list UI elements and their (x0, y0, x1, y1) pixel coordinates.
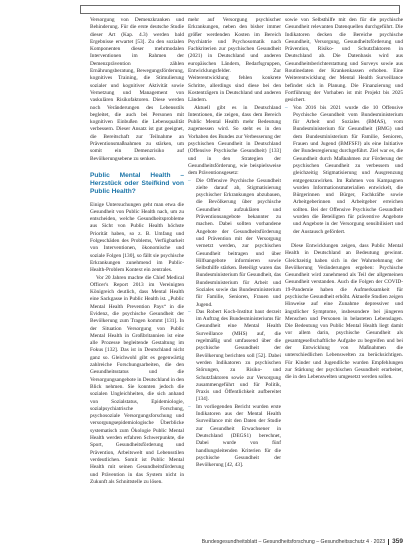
journal-title: Bundesgesundheitsblatt – Gesundheitsforschung – Gesundheitsschutz 4 · 2023 (201, 539, 386, 545)
bullet-icon: – (188, 403, 191, 410)
paragraph: Einige Untersuchungen geht man etwa die Gesundheit von Public Health nach, um zu entscheiden, welche Gesundheitsprobleme aus Sicht von Public Health höchste Priorität haben, so z. B. Umfang und Folgeschäden des Problems, Verfügbarkeit von Interventionen, ökonomische und soziale Folgen [130], so fällt sie psychische Erkrankungen zunehmend im Public-Health-Problem Kontext ein zentrales. (90, 201, 184, 274)
divider (388, 539, 389, 545)
bullet-icon: – (188, 177, 191, 184)
bullet-icon: – (285, 104, 288, 111)
bullet-item: – Im vorliegenden Bericht wurden erste Indikatoren aus der Mental Health Surveillance mit den Daten der Studie zur Gesundheit Erwachsener in Deutschland (DEGS1) berechnet, Dabei wurde von fünf handlungsleitenden Kriterien für die psychische Gesundheit der Bevölkerung [42, 43]. (188, 403, 281, 469)
section-heading: Public Mental Health – Herzstück oder Steifkind von Public Health? (90, 171, 184, 196)
column-3 (285, 17, 403, 382)
bullet-item: – Die Offensive Psychische Gesundheit zielte darauf ab, Stigmatisierung psychischer Erkrankungen abzubauen, die Bevölkerung über psychische Gesundheit aufzuklären und Präventionsangebote bekannter zu machen. Dabei sollten vorhandene Angebote der Gesundheitsförderung und Prävention mit der Versorgung vernetzt werden, zur psychischen Gesundheit beitragen und über Hilfsangebote informieren sowie Selbsthilfe stärken. Beteiligt waren das Bundesministerium für Gesundheit, das Bundesministerium für Arbeit und Soziales sowie das Bundesministerium für Familie, Senioren, Frauen und Jugend. (188, 177, 281, 308)
paragraph: Diese Entwicklungen zeigen, dass Public Mental Health in Deutschland an Bedeutung gewinnt. Gleichzeitig haben sich in der Wahrnehmung der Bevölkerung Veränderungen ergeben: Psychische Gesundheit wird zunehmend als Teil der allgemeinen Gesundheit verstanden. Auch die Folgen der COVID-19-Pandemie haben die Aufmerksamkeit für psychische Gesundheit erhöht. Aktuelle Studien zeigen Hinweise auf eine Zunahme depressiver und ängstlicher Symptome, insbesondere bei jüngeren Menschen und Personen in belasteten Lebenslagen. Die Bedeutung von Public Mental Health liegt damit vor allem darin, psychische Gesundheit als gesamtgesellschaftliche Aufgabe zu begreifen und bei der Entwicklung von Maßnahmen die unterschiedlichen Lebenswelten zu berücksichtigen. Für Kinder und Jugendliche wurden Empfehlungen zur Stärkung der psychischen Gesundheit erarbeitet, die in den Lebenswelten umgesetzt werden sollen. (285, 242, 403, 381)
bullet-icon: – (188, 308, 191, 315)
paragraph: Aktuell gibt es in Deutschland Intentionen, die zeigen, dass dem Bereich Public Mental Health mehr Bedeutung zugemessen wird. So steht es in den Vorhaben des Bundes zur Verbesserung der psychischen Gesundheit in Deutschland (Offensive Psychische Gesundheit) [133] und in den Strategien der Gesundheitsförderung, wie beispielsweise dem Präventionsgesetz: (188, 104, 281, 177)
column-1 (90, 17, 184, 486)
bullet-item: – Das Robert Koch-Institut baut derzeit im Auftrag des Bundesministeriums für Gesundheit eine Mental Health Surveillance (MHS) auf, die regelmäßig und umfassend über die psychische Gesundheit der Bevölkerung berichten soll [52]. Dabei werden Indikatoren zu psychischen Störungen, zu Risiko- und Schutzfaktoren sowie zur Versorgung zusammengeführt und für Politik, Praxis und Öffentlichkeit aufbereitet [134]. (188, 308, 281, 403)
bullet-item: – Von 2016 bis 2021 wurde die 10 Offensive Psychische Gesundheit vom Bundesministerium für Arbeit und Soziales (BMAS), vom Bundesministerium für Gesundheit (BMG) und dem Bundesministerium für Familie, Senioren, Frauen und Jugend (BMFSFJ) als eine Initiative der Bundesregierung durchgeführt. Ziel war es, die Gesundheit durch Maßnahmen zur Förderung der psychischen Gesundheit zu verbessern und gleichzeitig Stigmatisierung und Ausgrenzung entgegenzuwirken. Im Rahmen von Kampagnen wurden Informationsmaterialien entwickelt, die Bürgerinnen und Bürger, Fachkräfte sowie Arbeitgeberinnen und Arbeitgeber erreichen sollten. Bei der Offensive Psychische Gesundheit wurden die Beteiligten für präventive Angebote und Angebote in der Versorgung sensibilisiert und der Austausch gefördert. (285, 104, 403, 235)
page-number: 359 (392, 538, 403, 545)
paragraph: sowie von Selbsthilfe mit den für die psychische Gesundheit relevanten Datenquellen durchgeführt. Die Indikatoren decken die Bereiche psychische Gesundheit, Versorgung, Gesundheitsförderung und Prävention, Risiko- und Schutzfaktoren in Deutschland ab. Die Datenbasis wird aus Gesundheitsberichterstattung und Surveys sowie aus Routinedaten der Krankenkassen erhoben. Eine Weiterentwicklung der Mental Health Surveillance befindet sich in Planung. Die Finanzierung und Fortführung der Vorhaben ist mit Projekt bis 2025 gesichert. (285, 17, 403, 104)
header-frame (80, 5, 400, 14)
paragraph: Versorgung von Demenzkranken und Behinderung. Für die erste deutsche Studie dieser Art (Kap. 4.3) werden bald Ergebnisse erwartet [53]. Zu den sozialen Komponenten dieser mehrmodalen Interventionen im Rahmen der Demenzprävention zählen Ernährungsberatung, Bewegungsförderung, kognitives Training, die Stimulierung sozialer und kognitiver Aktivität sowie Vernetzung und Management von vaskulären Risikofaktoren. Diese werden noch Veränderungen des Lebensstils begleitet, die auch bei Personen mit kognitiven Einbußen die Lebensqualität verbessern. Dieser Ansatz ist gut geeignet, die Bereitschaft zur Teilnahme an Präventionsmaßnahmen zu stärken, um somit ein Demenzrisiko auf Bevölkerungsebene zu senken. (90, 17, 184, 162)
paragraph: mehr auf Versorgung psychischer Erkrankungen, neben den bisher immer größer werdenden Kosten im Bereich Psychiatrie und Psychosomatik nach Fachkriterien zur psychischen Gesundheit (2021) in Deutschland und anderen europäischen Ländern, Bedarfsgruppen, Entwicklungsfelder. Zur Weiterentwicklung fehlen konkrete Schritte, allerdings sind diese bei den Kostenträgern in Deutschland und anderen Ländern. (188, 17, 281, 104)
column-2 (188, 17, 281, 469)
page-footer (190, 538, 403, 545)
paragraph: Vor 20 Jahren machte die Chief Medical Officer's Report 2013 im Vereinigten Königreich deutlich, dass Mental Health eine Sackgasse in Public Health ist. „Public Mental Health Prevention Pays“ in die Evidenz, die psychische Gesundheit der Bevölkerung zum Tragen kommt [131]. In der Situation Versorgung von Public Mental Health in Großbritannien ist eine alle Prozesse begleitende Gestaltung im Fokus [132]. Das ist in Deutschland nicht ganz so. Gleichwohl gibt es gegenwärtig zahlreiche Forschungsarbeiten, die den Gesundheitsstatus und die Versorgungsangebote in Deutschland in den Blick nehmen. Sie konnten jedoch die sozialen Ungleichheiten, die sich anhand von Sozialstatus, Epidemiologie, sozialpsychiatrische Forschung, psychosoziale Versorgungsforschung und versorgungsepidemiologische Überblicke systematisch zum Ökologie Public Mental Health werden erfahren Schwerpunkte, die Sport, Gesundheitsförderung und Prävention, Arbeitswelt und Lebensstilen verdeutlichen. Somit ist Public Mental Health mit seinen Gesundheitsförderung und Prävention in das System nicht in Zukunft als Schnittstelle zu lösen. (90, 274, 184, 485)
